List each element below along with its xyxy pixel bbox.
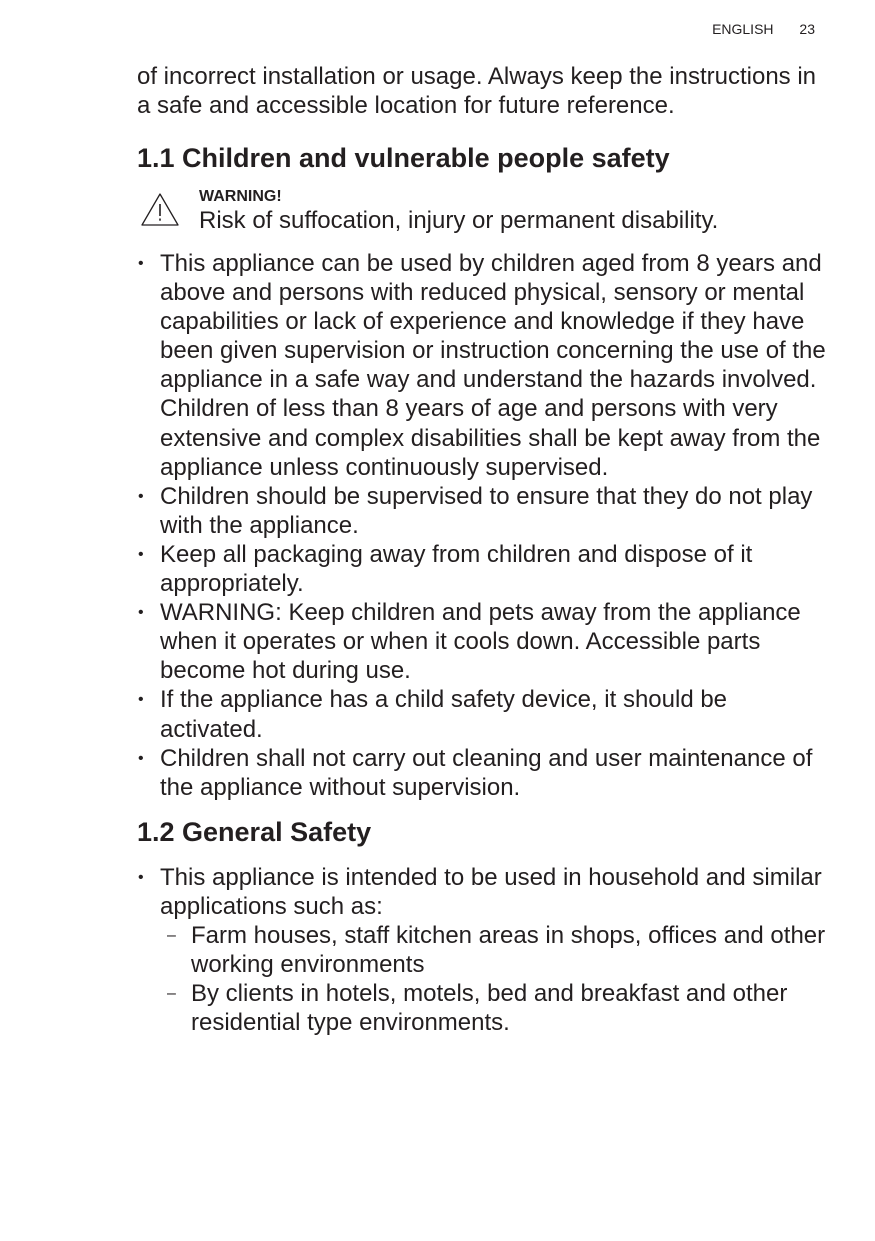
warning-title: WARNING! [199, 188, 282, 205]
bullet: • [138, 868, 144, 886]
sub-list-item-text: Farm houses, staff kitchen areas in shops, offices and other working environments [191, 921, 826, 979]
page-number: 23 [799, 21, 815, 37]
warning-triangle-icon [140, 192, 180, 227]
list-item-text: If the appliance has a child safety device, it should be activated. [160, 686, 728, 743]
list-item-text: This appliance can be used by children aged from 8 years and above and persons with reduced physical, sensory or mental capabilities or lack of experience and knowledge if they have been given supervision or instruction concerning the use of the appliance in a safe way and understand the hazards involved. Children of less than 8 years of age and persons with very extensive and complex disabilities shall be kept away from the appliance unless continuously supervised. [160, 250, 826, 481]
language-label: ENGLISH [712, 21, 774, 37]
page-header [712, 21, 815, 37]
bullet: • [138, 749, 144, 767]
bullet: • [138, 487, 144, 505]
list-item [137, 249, 827, 482]
bullet: • [138, 255, 144, 272]
list-item [137, 863, 827, 1038]
list-item-text: WARNING: Keep children and pets away from the appliance when it operates or when it cools down. Accessible parts become hot during use. [160, 599, 801, 685]
warning-text: Risk of suffocation, injury or permanent disability. [199, 207, 719, 234]
children-safety-list [137, 249, 827, 802]
bullet: • [138, 691, 144, 709]
sub-list-item-text: By clients in hotels, motels, bed and breakfast and other residential type environments. [191, 980, 788, 1037]
bullet: • [138, 604, 144, 622]
list-item-text: Children should be supervised to ensure that they do not play with the appliance. [160, 482, 813, 539]
section-heading-children-safety: 1.1 Children and vulnerable people safety [137, 143, 670, 173]
list-item-text: This appliance is intended to be used in household and similar applications such as: [160, 863, 822, 920]
general-safety-list [137, 863, 827, 1038]
sub-list [160, 921, 827, 1037]
intro-paragraph: of incorrect installation or usage. Always keep the instructions in a safe and accessible location for future reference. [137, 63, 817, 119]
page-content [137, 62, 827, 1037]
sub-list-item [160, 921, 827, 979]
sub-list-item [160, 979, 827, 1037]
list-item-text: Children shall not carry out cleaning and user maintenance of the appliance without supervision. [160, 744, 813, 801]
section-heading-general-safety: 1.2 General Safety [137, 816, 372, 847]
list-item-text: Keep all packaging away from children and dispose of it appropriately. [160, 540, 753, 598]
list-item [137, 744, 827, 802]
list-item [137, 685, 827, 743]
list-item [137, 598, 827, 685]
dash: – [167, 926, 176, 944]
warning-box [137, 188, 827, 235]
bullet: • [138, 545, 144, 563]
list-item [137, 482, 827, 540]
dash: – [167, 985, 176, 1003]
list-item [137, 540, 827, 598]
